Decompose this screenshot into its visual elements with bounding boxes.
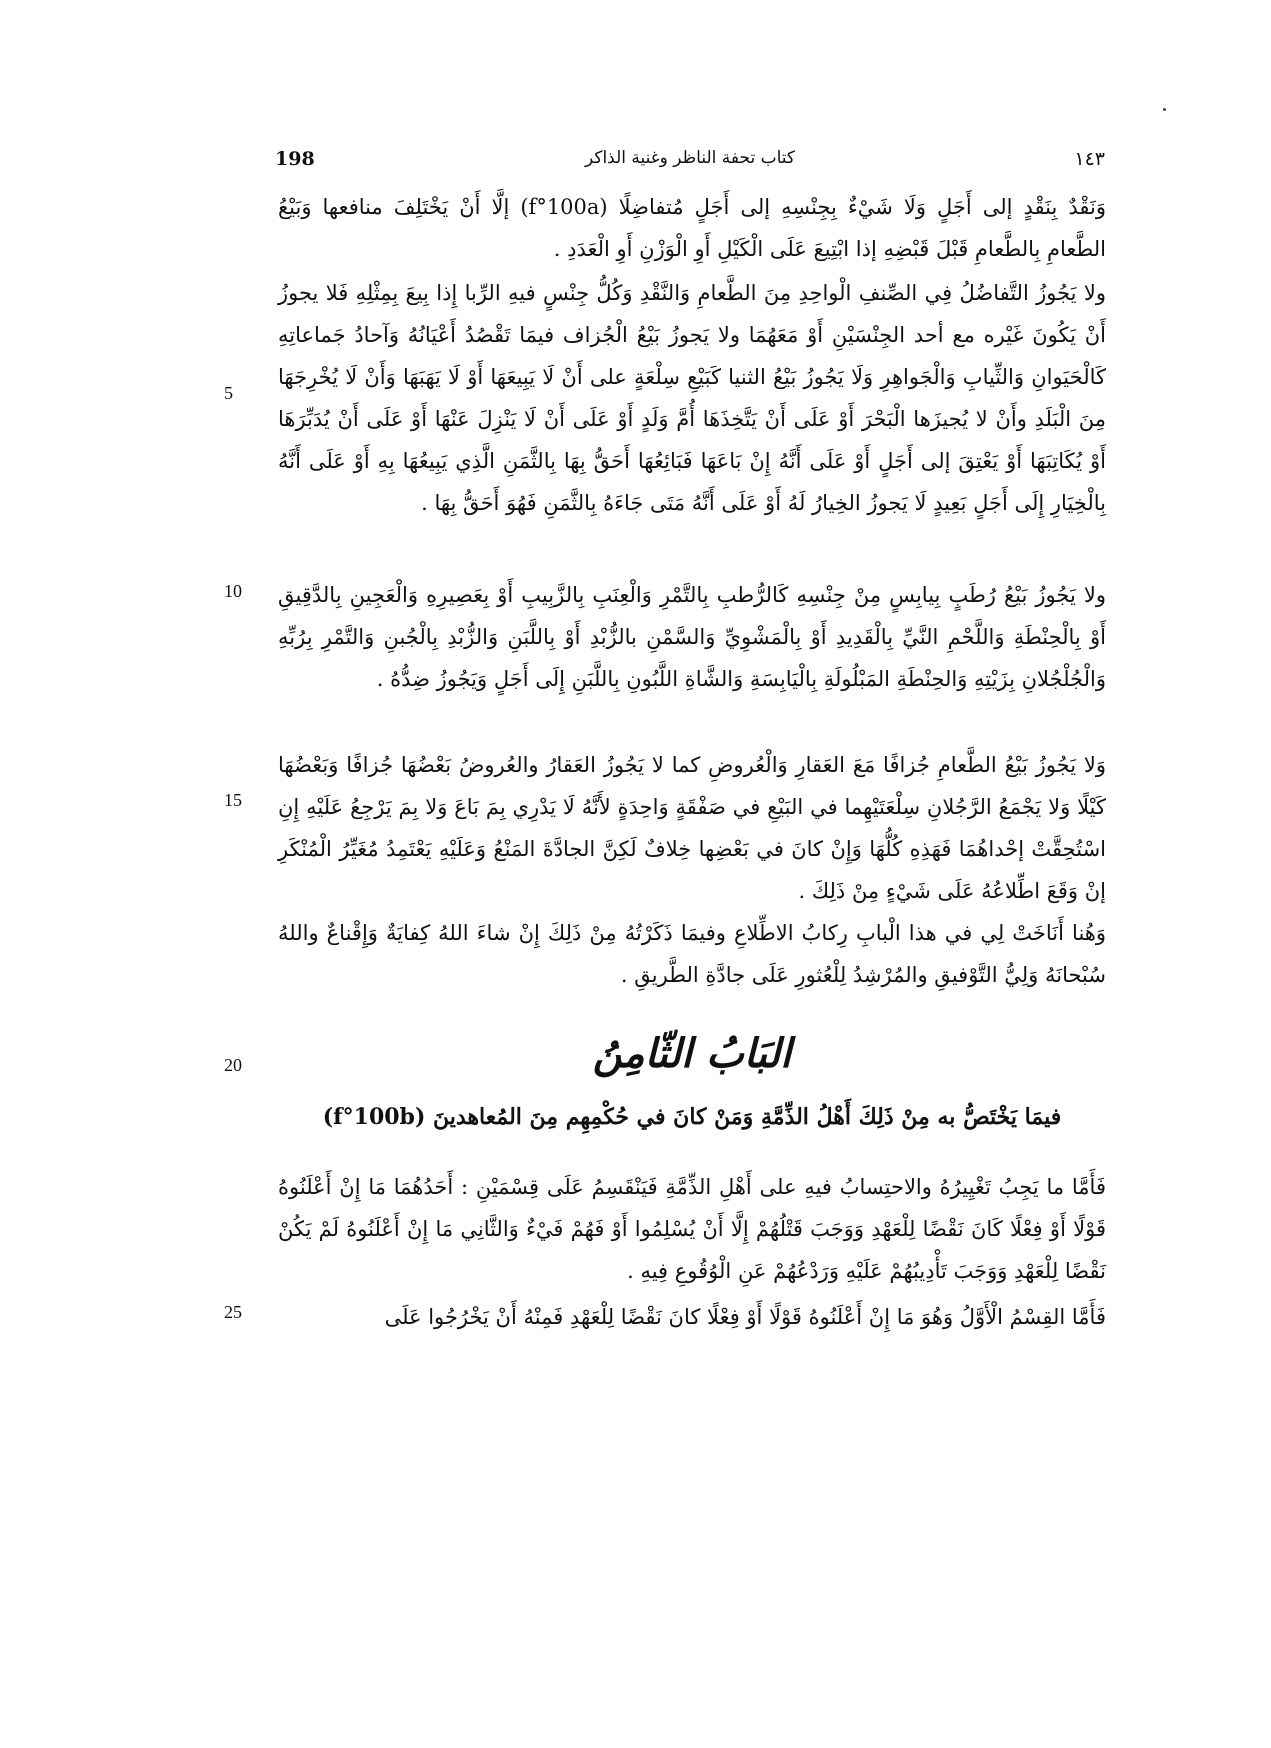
paragraph-3	[278, 574, 1106, 700]
paragraph-text: وَهُنا أَنَاخَتْ لِي في هذا الْبابِ رِكابُ الاطِّلاعِ وفيمَا ذَكَرْتُهُ مِنْ ذَلِكَ إِنْ شاءَ اللهُ كِفايَةٌ وَإِقْناعٌ واللهُ سُبْحانَهُ وَلِيُّ التَّوْفيقِ والمُرْشِدُ لِلْعُثورِ عَلَى جادَّةِ الطَّريقِ .	[278, 921, 1106, 987]
chapter-heading: البَابُ الثّامِنُ	[592, 1030, 792, 1077]
chapter-subheading: فيمَا يَخْتَصُّ به مِنْ ذَلِكَ أَهْلُ الذِّمَّةِ وَمَنْ كانَ في حُكْمِهِم مِنَ المُعاهدينَ (f°100b)	[322, 1104, 1062, 1130]
paragraph-text: وَلا يَجُوزُ بَيْعُ الطَّعامِ جُزافًا مَعَ العَقارِ وَالْعُروضِ كما لا يَجُوزُ العَقارُ والعُروضُ بَعْضُهَا جُزافًا وَبَعْضُهَا كَيْلًا وَلا يَجْمَعُ الرَّجُلانِ سِلْعَتَيْهِما في البَيْعِ في صَفْقَةٍ وَاحِدَةٍ لأَنَّهُ لَا يَدْرِي بِمَ بَاعَ وَلا بِمَ يَرْجِعُ عَلَيْهِ إِنِ اسْتُحِقَّتْ إحْداهُمَا فَهَذِهِ كُلُّهَا وَإِنْ كانَ في بَعْضِها خِلافٌ لَكِنَّ الجادَّةَ المَنْعُ وَعَلَيْهِ يَعْتَمِدُ مُغَيِّرُ الْمُنْكَرِ إنْ وَقَعَ اطِّلاعُهُ عَلَى شَيْءٍ مِنْ ذَلِكَ .	[278, 753, 1106, 903]
paragraph-5	[278, 912, 1106, 996]
paragraph-text: فَأَمَّا القِسْمُ الْأَوَّلُ وَهُوَ مَا إِنْ أَعْلَنُوهُ قَوْلًا أَوْ فِعْلًا كانَ نَقْضًا لِلْعَهْدِ فَمِنْهُ أَنْ يَخْرُجُوا عَلَى	[384, 1305, 1106, 1329]
paragraph-1	[278, 186, 1106, 270]
page-number-arabic: ١٤٣	[1074, 148, 1105, 170]
paragraph-text: وَنَقْدٌ بِنَقْدٍ إلى أَجَلٍ وَلَا شَيْءٌ بِجِنْسِهِ إلى أَجَلٍ مُتفاضِلًا (f°100a) إلَّا أَنْ يَخْتَلِفَ منافعها وَبَيْعُ الطَّعامِ بِالطَّعامِ قَبْلَ قَبْضِهِ إذا ابْتِيعَ عَلَى الْكَيْلِ أَوِ الْوَزْنِ أَوِ الْعَدَدِ .	[278, 195, 1107, 261]
paragraph-text: ولا يَجُوزُ بَيْعُ رُطَبٍ بِيابِسٍ مِنْ جِنْسِهِ كَالرُّطبِ بِالتَّمْرِ وَالْعِنَبِ بِالزَّبِيبِ أَوْ بِعَصِيرِهِ وَالْعَجِينِ بِالدَّقِيقِ أَوْ بِالْحِنْطَةِ وَاللَّحْمِ النَّيِّ بِالْقَدِيدِ أَوْ بِالْمَشْوِيِّ وَالسَّمْنِ بالزُّبْدِ أَوْ بِاللَّبَنِ وَالزُّبْدِ بِالْجُبنِ وَالتَّمْرِ بِرُبِّهِ وَالْجُلْجُلانِ بِزَيْتِهِ وَالحِنْطَةِ المَبْلُولَةِ بِالْيَابِسَةِ وَالشَّاةِ اللَّبُونِ بِاللَّبَنِ إِلَى أَجَلٍ وَيَجُوزُ ضِدُّهُ .	[278, 583, 1106, 691]
paragraph-4	[278, 744, 1106, 912]
line-number-25: 25	[224, 1302, 242, 1322]
paragraph-text: فَأَمَّا ما يَجِبُ تَغْيِيرُهُ والاحتِسابُ فيهِ على أَهْلِ الذِّمَّةِ فَيَنْقَسِمُ عَلَى قِسْمَيْنِ : أَحَدُهُمَا مَا إِنْ أَعْلَنُوهُ قَوْلًا أَوْ فِعْلًا كَانَ نَقْضًا لِلْعَهْدِ وَوَجَبَ قَتْلُهُمْ إِلَّا أَنْ يُسْلِمُوا أَوْ فَهُمْ فَيْءٌ وَالثَّانِي مَا إِنْ أَعْلَنُوهُ لَمْ يَكُنْ نَقْضًا لِلْعَهْدِ وَوَجَبَ تَأْدِيبُهُمْ عَلَيْهِ وَرَدْعُهُمْ عَنِ الْوُقُوعِ فِيهِ .	[278, 1175, 1106, 1283]
paragraph-text: ولا يَجُوزُ التَّفاضُلُ فِي الصِّنفِ الْواحِدِ مِنَ الطَّعامِ وَالنَّقْدِ وَكُلُّ جِنْسٍ فيهِ الرِّبا إِذا بِيعَ بِمِثْلِهِ فَلا يجوزُ أَنْ يَكُونَ غَيْره مع أحد الجِنْسَيْنِ أَوْ مَعَهُمَا ولا يَجوزُ بَيْعُ الْجُزاف فيمَا تَقْصُدُ أَعْيَانُهُ وَآحادُ جَماعاتِهِ كَالْحَيَوانِ وَالثِّيابِ وَالْجَواهِرِ وَلَا يَجُوزُ بَيْعُ الثنيا كَبَيْعِ سِلْعَةٍ على أَنْ لَا يَبِيعَهَا أَوْ لَا يَهَبَهَا وَأَنْ لَا يُخْرِجَهَا مِنَ الْبَلَدِ وأَنْ لا يُجيزَها الْبَحْرَ أَوْ عَلَى أَنْ يَتَّخِذَهَا أُمَّ وَلَدٍ أَوْ عَلَى أَنْ لَا يَنْزِلَ عَنْهَا أَوْ عَلَى أَنْ يُدَبِّرَهَا أَوْ يُكَاتِبَهَا أَوْ يَعْتِقَ إلى أَجَلٍ أَوْ عَلَى أَنَّهُ إِنْ بَاعَهَا فَبَائِعُهَا أَحَقُّ بِهَا بِالثَّمَنِ الَّذِي يَبِيعُهَا بِهِ أَوْ عَلَى أَنَّهُ بِالْخِيَارِ إِلَى أَجَلٍ بَعِيدٍ لَا يَجوزُ الخِيارُ لَهُ أَوْ عَلَى أَنَّهُ مَتَى جَاءَهُ بِالثَّمَنِ فَهُوَ أَحَقُّ بِهَا .	[278, 281, 1106, 515]
chapter-paragraph-2	[278, 1296, 1106, 1338]
line-number-15: 15	[224, 790, 242, 810]
line-number-10: 10	[224, 581, 242, 601]
paragraph-2	[278, 272, 1106, 524]
line-number-20: 20	[224, 1055, 242, 1075]
line-number-5: 5	[224, 383, 233, 403]
page-header	[275, 148, 1105, 178]
chapter-paragraph-1	[278, 1166, 1106, 1292]
running-title: كتاب تحفة الناظر وغنية الذاكر	[584, 148, 796, 168]
scan-speck	[1163, 108, 1166, 111]
page-number: 198	[275, 148, 315, 170]
